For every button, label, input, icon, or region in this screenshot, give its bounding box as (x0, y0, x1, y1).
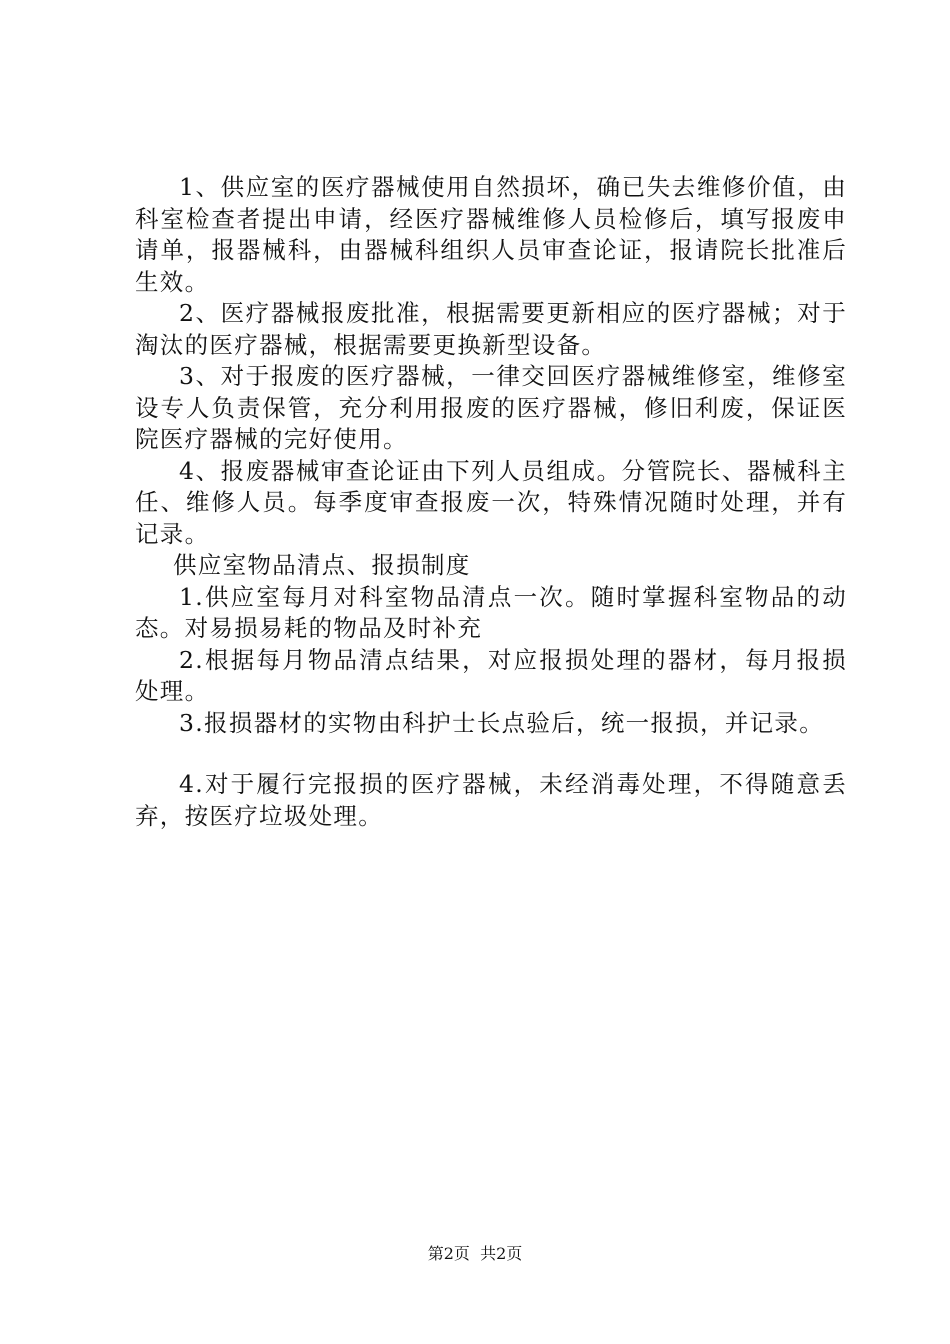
paragraph-5: 1.供应室每月对科室物品清点一次。随时掌握科室物品的动态。对易损易耗的物品及时补充 (135, 582, 847, 642)
section-heading: 供应室物品清点、报损制度 (173, 551, 471, 579)
page-number: 第2页 共2页 (427, 1244, 523, 1263)
paragraph-1: 1、供应室的医疗器械使用自然损坏，确已失去维修价值，由科室检查者提出申请，经医疗器械维修人员检修后，填写报废申请单，报器械科，由器械科组织人员审查论证，报请院长批准后生效。 (135, 173, 847, 296)
paragraph-3: 3、对于报废的医疗器械，一律交回医疗器械维修室，维修室设专人负责保管，充分利用报废的医疗器械，修旧利废，保证医院医疗器械的完好使用。 (135, 362, 847, 453)
paragraph-6: 2.根据每月物品清点结果，对应报损处理的器材，每月报损处理。 (135, 645, 847, 705)
paragraph-2: 2、医疗器械报废批准，根据需要更新相应的医疗器械；对于淘汰的医疗器械，根据需要更换新型设备。 (135, 299, 847, 359)
paragraph-8: 4.对于履行完报损的医疗器械，未经消毒处理，不得随意丢弃，按医疗垃圾处理。 (135, 770, 847, 830)
document-body (135, 172, 847, 832)
page-footer (0, 1243, 950, 1265)
paragraph-4: 4、报废器械审查论证由下列人员组成。分管院长、器械科主任、维修人员。每季度审查报废一次，特殊情况随时处理，并有记录。 (135, 456, 847, 548)
paragraph-7: 3.报损器材的实物由科护士长点验后，统一报损，并记录。 (179, 708, 825, 737)
